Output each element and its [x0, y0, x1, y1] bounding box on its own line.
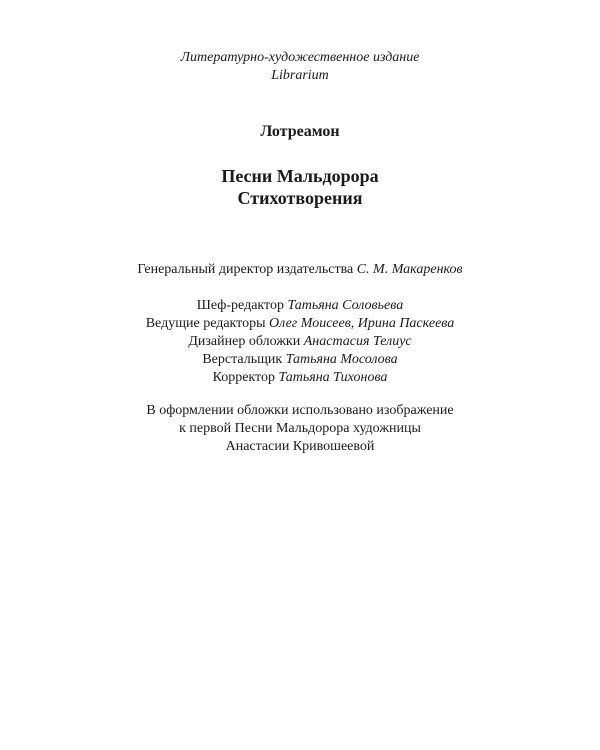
credit-role: Верстальщик	[202, 352, 283, 367]
credit-line	[0, 297, 600, 315]
credit-name: Олег Моисеев, Ирина Паскеева	[269, 316, 455, 331]
credit-line	[0, 351, 600, 369]
credit-line	[0, 315, 600, 333]
credit-role: Ведущие редакторы	[145, 316, 266, 331]
director-name: С. М. Макаренков	[356, 262, 463, 277]
director-role: Генеральный директор издательства	[137, 262, 354, 277]
credits-list	[0, 297, 600, 387]
book-titles	[0, 165, 600, 209]
credit-name: Анастасия Телиус	[303, 334, 412, 349]
cover-note-line-2: к первой Песни Мальдорора художницы	[179, 421, 421, 436]
credit-role: Дизайнер обложки	[188, 334, 301, 349]
author-name: Лотреамон	[260, 123, 340, 140]
series-description: Литературно-художественное издание	[180, 50, 420, 65]
cover-note-line-1: В оформлении обложки использовано изображение	[146, 403, 454, 418]
credit-name: Татьяна Мосолова	[285, 352, 398, 367]
credit-name: Татьяна Соловьева	[287, 298, 404, 313]
credit-role: Корректор	[212, 370, 275, 385]
credit-name: Татьяна Тихонова	[278, 370, 388, 385]
cover-note	[0, 402, 600, 456]
series-name: Librarium	[271, 68, 329, 83]
credit-role: Шеф-редактор	[196, 298, 284, 313]
series-block	[0, 49, 600, 85]
cover-note-line-3: Анастасии Кривошеевой	[225, 439, 375, 454]
credit-line	[0, 369, 600, 387]
credit-line	[0, 333, 600, 351]
director-credit	[0, 261, 600, 279]
book-title-2: Стихотворения	[237, 188, 363, 208]
book-title-1: Песни Мальдорора	[221, 166, 379, 186]
